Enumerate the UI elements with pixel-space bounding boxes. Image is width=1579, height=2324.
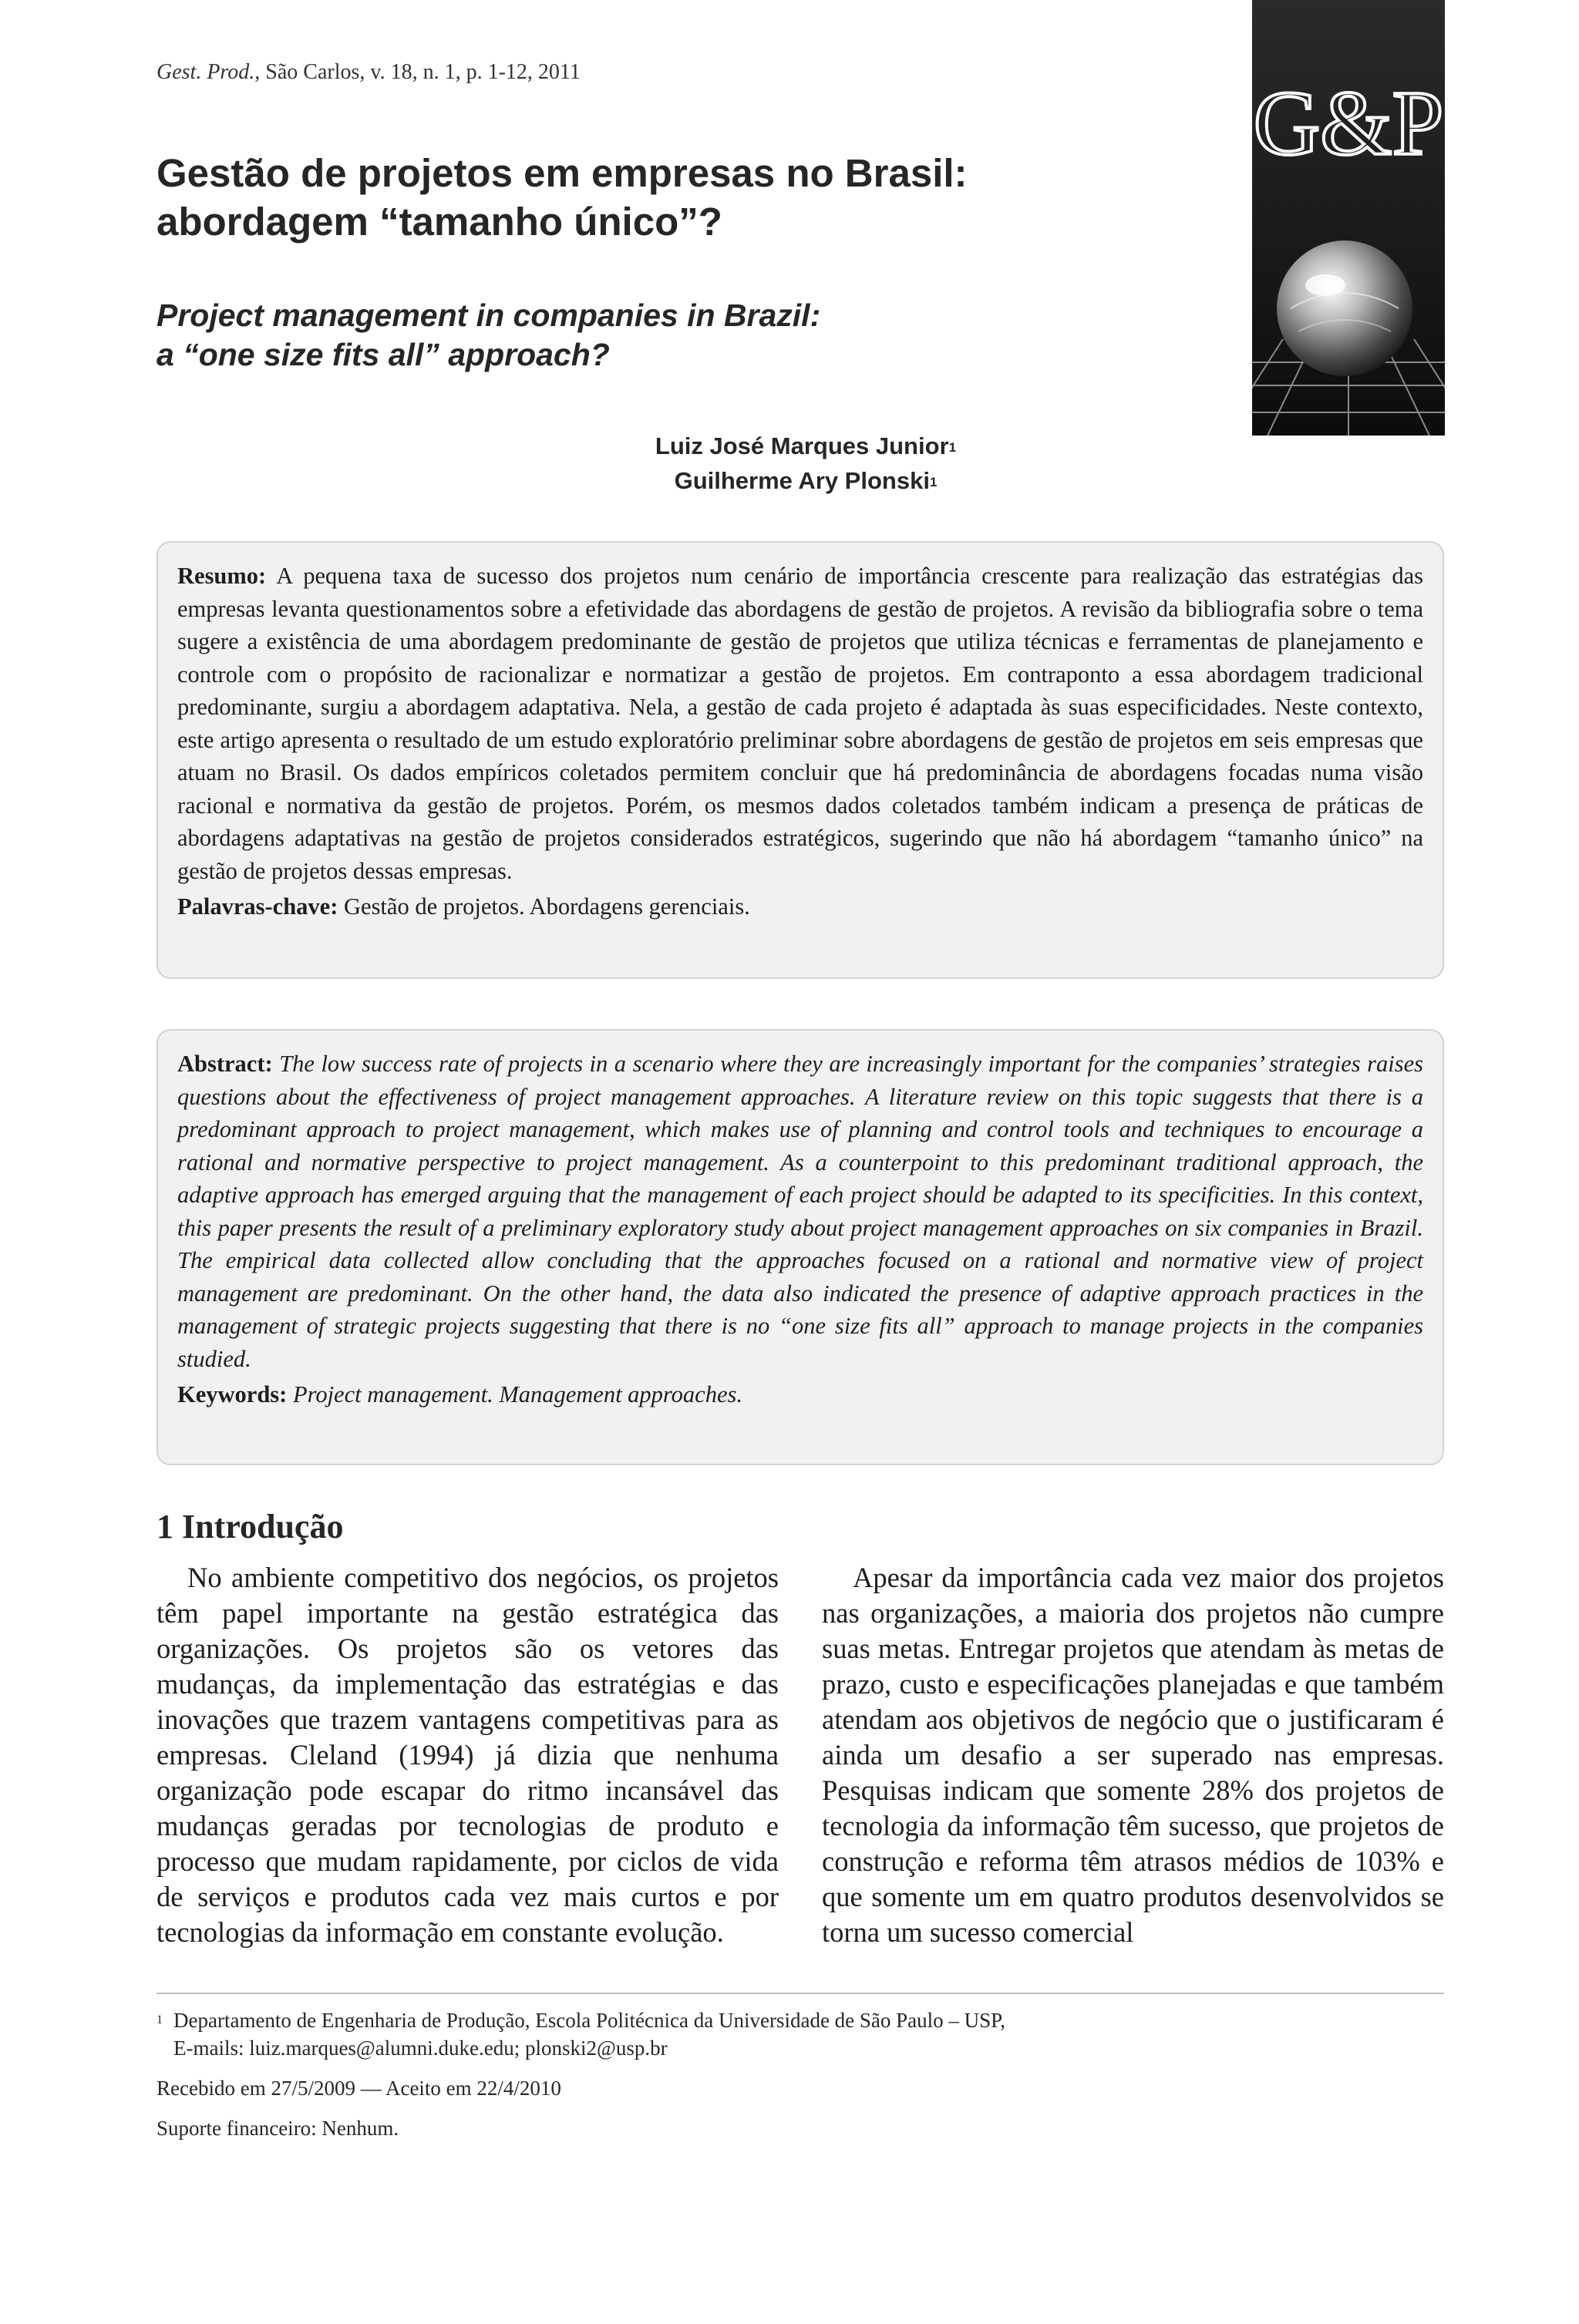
palavras-chave <box>177 890 1423 923</box>
resumo-box <box>157 541 1444 979</box>
title-pt-line-2: abordagem “tamanho único”? <box>157 200 722 244</box>
resumo-paragraph <box>177 560 1423 887</box>
title-pt-line-1: Gestão de projetos em empresas no Brasil: <box>157 151 968 195</box>
palavras-chave-text: Gestão de projetos. Abordagens gerenciais. <box>344 893 750 920</box>
title-en-line-1: Project management in companies in Brazil: <box>157 298 821 333</box>
keywords <box>177 1378 1423 1411</box>
journal-logo <box>1252 0 1445 436</box>
author <box>540 463 1072 498</box>
affiliation-mark: 1 <box>929 475 938 489</box>
footnotes <box>157 2006 1444 2142</box>
funding-note: Suporte financeiro: Nenhum. <box>157 2117 399 2140</box>
resumo-label: Resumo: <box>177 563 267 589</box>
author-name: Guilherme Ary Plonski <box>674 467 930 494</box>
body-column-right <box>822 1560 1444 1950</box>
resumo-text: A pequena taxa de sucesso dos projetos num cenário de importância crescente para realização das estratégias das empresas levanta questionamentos sobre a efetividade das abordagens de gestão de projetos. A revisão da bibliografia sobre o tema sugere a existência de uma abordagem predominante de gestão de projetos que utiliza técnicas e ferramentas de planejamento e controle com o propósito de racionalizar e normatizar a gestão de projetos. Em contraponto a essa abordagem tradicional predominante, surgiu a abordagem adaptativa. Nela, a gestão de cada projeto é adaptada às suas especificidades. Neste contexto, este artigo apresenta o resultado de um estudo exploratório preliminar sobre abordagens de gestão de projetos em seis empresas que atuam no Brasil. Os dados empíricos coletados permitem concluir que há predominância de abordagens focadas numa visão racional e normativa da gestão de projetos. Porém, os mesmos dados coletados também indicam a presença de práticas de abordagens adaptativas na gestão de projetos considerados estratégicos, sugerindo que não há abordagem “tamanho único” na gestão de projetos dessas empresas. <box>177 563 1423 884</box>
author-emails: E-mails: luiz.marques@alumni.duke.edu; plonski2@usp.br <box>173 2036 668 2060</box>
affiliation-mark: 1 <box>948 440 957 455</box>
author-name: Luiz José Marques Junior <box>655 432 949 459</box>
author <box>540 429 1072 463</box>
body-paragraph: No ambiente competitivo dos negócios, os projetos têm papel importante na gestão estratégica das organizações. Os projetos são os vetores das mudanças, da implementação das estratégias e das inovações que trazem vantagens competitivas para as empresas. Cleland (1994) já dizia que nenhuma organização pode escapar do ritmo incansável das mudanças geradas por tecnologias de produto e processo que mudam rapidamente, por ciclos de vida de serviços e produtos cada vez mais curtos e por tecnologias da informação em constante evolução. <box>157 1562 779 1948</box>
journal-name: Gest. Prod. <box>157 60 255 84</box>
body-column-left <box>157 1560 779 1950</box>
footnote-divider <box>157 1993 1444 1994</box>
citation-header <box>157 60 581 85</box>
article-title-pt <box>157 149 1159 246</box>
keywords-label: Keywords: <box>177 1381 288 1408</box>
citation-details: , São Carlos, v. 18, n. 1, p. 1-12, 2011 <box>254 60 581 84</box>
abstract-paragraph <box>177 1048 1423 1375</box>
article-title-en <box>157 296 1159 375</box>
section-heading-introduction: 1 Introdução <box>157 1508 344 1545</box>
footnote-mark: 1 <box>157 2013 163 2026</box>
keywords-text: Project management. Management approaches. <box>292 1381 742 1408</box>
abstract-label: Abstract: <box>177 1051 273 1077</box>
affiliation-text: Departamento de Engenharia de Produção, Escola Politécnica da Universidade de São Paulo – USP, <box>173 2009 1005 2032</box>
logo-lettering: G&P <box>1253 72 1444 174</box>
affiliation-footnote <box>157 2006 1444 2062</box>
abstract-text: The low success rate of projects in a scenario where they are increasingly important for the companies’ strategies raises questions about the effectiveness of project management approaches. A literature review on this topic suggests that there is a predominant approach to project management, which makes use of planning and control tools and techniques to encourage a rational and normative perspective to project management. As a counterpoint to this predominant traditional approach, the adaptive approach has emerged arguing that the management of each project should be adapted to its specificities. In this context, this paper presents the result of a preliminary exploratory study about project management approaches on six companies in Brazil. The empirical data collected allow concluding that the approaches focused on a rational and normative view of project management are predominant. On the other hand, the data also indicated the presence of adaptive approach practices in the management of strategic projects suggesting that there is no “one size fits all” approach to manage projects in the companies studied. <box>177 1051 1424 1372</box>
logo-graphic <box>1252 0 1445 436</box>
palavras-chave-label: Palavras-chave: <box>177 893 338 920</box>
received-accepted-dates: Recebido em 27/5/2009 — Aceito em 22/4/2010 <box>157 2077 561 2100</box>
author-list <box>540 429 1072 498</box>
body-paragraph: Apesar da importância cada vez maior dos projetos nas organizações, a maioria dos projetos não cumpre suas metas. Entregar projetos que atendam às metas de prazo, custo e especificações planejadas e que também atendam aos objetivos de negócio que o justificaram é ainda um desafio a ser superado nas empresas. Pesquisas indicam que somente 28% dos projetos de tecnologia da informação têm sucesso, que projetos de construção e reforma têm atrasos médios de 103% e que somente um em quatro produtos desenvolvidos se torna um sucesso comercial <box>822 1562 1444 1948</box>
title-en-line-2: a “one size fits all” approach? <box>157 337 610 372</box>
abstract-box <box>157 1029 1444 1465</box>
